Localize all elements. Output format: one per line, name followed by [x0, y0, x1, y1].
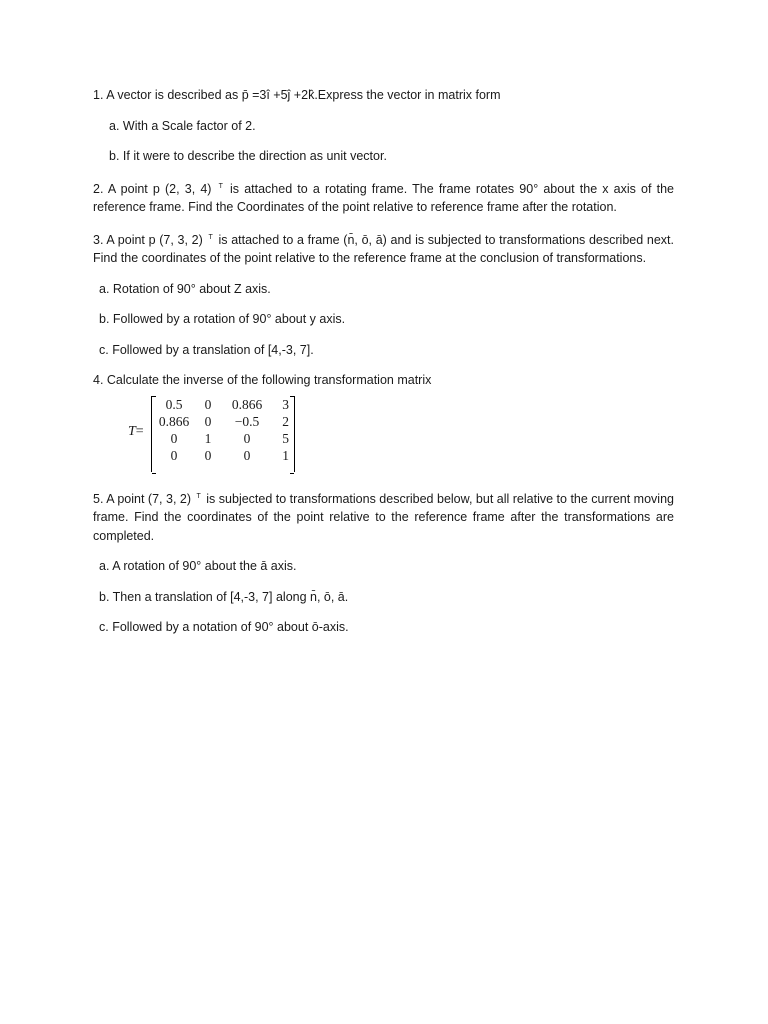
- question-5-body: is subjected to transformations described below, but all relative to the current moving frame. Find the coordinates of the point relative to the reference frame after the transformations are completed.: [93, 491, 674, 543]
- question-5-lead: 5. A point (7, 3, 2): [93, 491, 192, 506]
- question-5-part-c: c. Followed by a notation of 90° about ō-axis.: [99, 620, 349, 634]
- matrix-cell: 2: [282, 413, 289, 429]
- matrix-cell: −0.5: [234, 413, 260, 429]
- question-3: [93, 229, 674, 268]
- transformation-matrix-equation: [93, 396, 674, 474]
- matrix-cell: 0.866: [158, 413, 190, 429]
- matrix-cell: 0: [243, 447, 251, 463]
- matrix-table: [154, 396, 292, 464]
- matrix-row: [154, 447, 292, 464]
- question-2-body: is attached to a rotating frame. The frame rotates 90° about the x axis of the reference frame. Find the Coordinates of the point relative to reference frame after the rotation.: [93, 181, 674, 214]
- matrix-row: [154, 430, 292, 447]
- transpose-superscript: T: [208, 233, 213, 241]
- matrix-row: [154, 413, 292, 430]
- question-4: 4. Calculate the inverse of the following transformation matrix: [93, 373, 432, 387]
- question-2: [93, 178, 674, 217]
- matrix-cell: 5: [282, 430, 289, 446]
- matrix-cell: 1: [204, 430, 212, 446]
- transpose-superscript: T: [196, 492, 201, 500]
- matrix-cell: 0.866: [231, 396, 263, 412]
- matrix-cell: 0.5: [165, 396, 183, 412]
- question-3-lead: 3. A point p (7, 3, 2): [93, 232, 203, 247]
- matrix-cell: 3: [282, 396, 289, 412]
- question-3-part-b: b. Followed by a rotation of 90° about y axis.: [99, 312, 346, 326]
- question-1-part-b: b. If it were to describe the direction as unit vector.: [109, 149, 387, 163]
- matrix-label: [128, 424, 144, 440]
- question-2-lead: 2. A point p (2, 3, 4): [93, 181, 212, 196]
- matrix-cell: 0: [170, 430, 178, 446]
- question-3-part-a: a. Rotation of 90° about Z axis.: [99, 281, 271, 296]
- question-1: 1. A vector is described as p̄ =3î +5ĵ +2k̂.Express the vector in matrix form: [93, 88, 501, 102]
- matrix-cell: 1: [282, 447, 289, 463]
- matrix-cell: 0: [204, 413, 212, 429]
- matrix-cell: 0: [170, 447, 178, 463]
- document-content: [93, 86, 674, 649]
- question-5-part-a: a. A rotation of 90° about the ā axis.: [99, 559, 297, 573]
- transpose-superscript: T: [218, 182, 223, 190]
- matrix-row: [154, 396, 292, 413]
- matrix-cell: 0: [204, 396, 212, 412]
- question-5-part-b: b. Then a translation of [4,-3, 7] along n̄, ō, ā.: [99, 589, 349, 604]
- question-3-body: is attached to a frame (n̄, ō, ā) and is subjected to transformations described next. Find the coordinates of the point relative to the reference frame at the conclusion of transformations.: [93, 232, 674, 265]
- question-1-part-a: a. With a Scale factor of 2.: [109, 118, 256, 133]
- matrix-variable: T: [128, 423, 136, 439]
- question-3-part-c: c. Followed by a translation of [4,-3, 7].: [99, 342, 314, 357]
- matrix-equals: =: [135, 423, 144, 439]
- matrix-brackets: [151, 396, 295, 472]
- matrix-cell: 0: [204, 447, 212, 463]
- question-5: [93, 488, 674, 546]
- matrix-cell: 0: [243, 430, 251, 446]
